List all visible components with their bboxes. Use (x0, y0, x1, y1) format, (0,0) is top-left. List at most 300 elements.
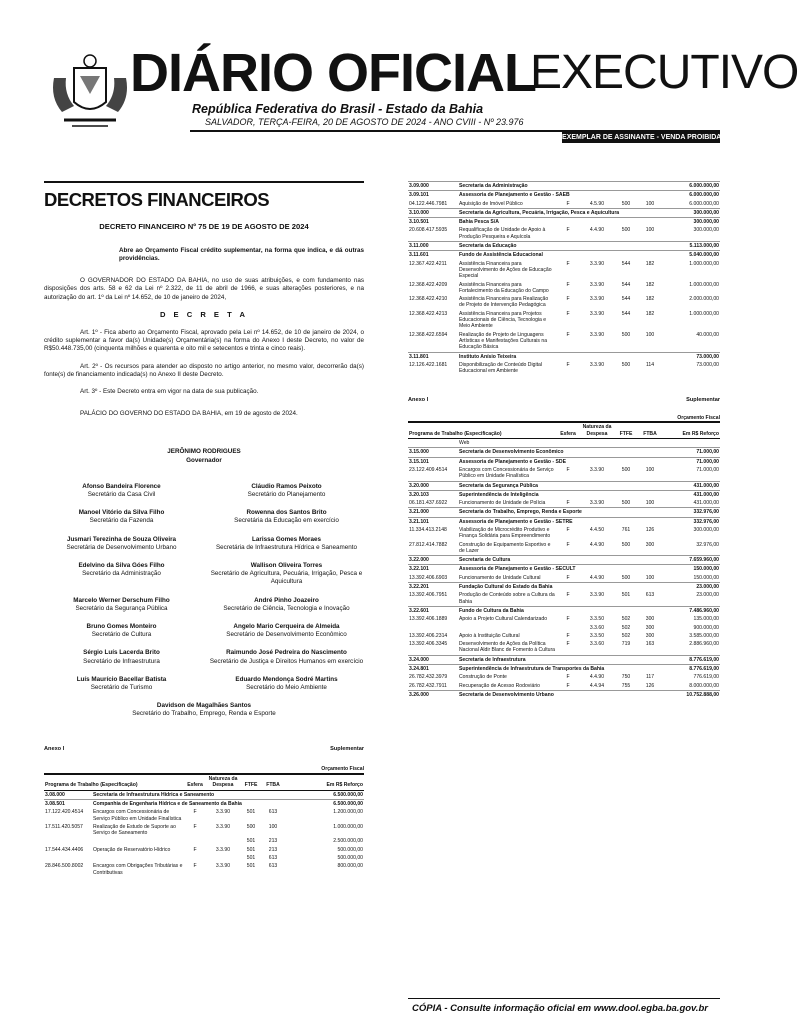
signature-block (209, 623, 364, 639)
cell-code: 12.368.422.4210 (409, 296, 448, 303)
palace-line: PALÁCIO DO GOVERNO DO ESTADO DA BAHIA, em 19 de agosto de 2024. (80, 410, 298, 418)
cell-ftfe: 544 (621, 260, 631, 267)
table-section-row (408, 655, 720, 664)
cell-natureza: 3.3.50 (589, 616, 605, 623)
cell-code: 13.392.406.2314 (409, 632, 448, 639)
cell-ftba: 100 (645, 331, 655, 338)
table-row (408, 640, 720, 655)
table-row (408, 526, 720, 541)
annex-type: Suplementar (330, 745, 364, 752)
cell-esfera: F (566, 260, 570, 267)
section-rule (44, 181, 364, 183)
cell-esfera: F (566, 682, 570, 689)
cell-value: 500.000,00 (337, 854, 363, 861)
signature-block (209, 536, 364, 552)
cell-value: 6.000.000,00 (689, 200, 719, 207)
cell-value: 500.000,00 (337, 846, 363, 853)
subscriber-band: EXEMPLAR DE ASSINANTE - VENDA PROIBIDA (562, 134, 722, 141)
cell-value: 71.000,00 (662, 448, 720, 457)
cell-code: 3.22.601 (408, 606, 458, 615)
cell-value: 431.000,00 (662, 481, 720, 490)
cell-esfera: F (193, 863, 197, 870)
table-row (408, 499, 720, 508)
cell-description (92, 837, 184, 845)
table-section-row (408, 517, 720, 526)
cell-description: Encargos com Concessionária de Serviço Público em Unidade Finalística (93, 809, 182, 822)
decree-title: DECRETO FINANCEIRO Nº 75 DE 19 DE AGOSTO DE 2024 (99, 221, 309, 231)
signature-name: Larissa Gomes Moraes (252, 535, 321, 543)
cell-esfera: F (566, 227, 570, 234)
cell-value: 3.585.000,00 (689, 632, 719, 639)
article-2: Art. 2º - Os recursos para atender ao disposto no artigo anterior, no mesmo valor, decorrerão da(s) fonte(s) de financiamento indicada(s) no Anexo II deste Decreto. (44, 362, 364, 378)
cell-description: Produção de Conteúdo sobre a Cultura da Bahia (459, 592, 555, 605)
annex-budget-header: Orçamento Fiscal (408, 415, 720, 422)
annex-label: Anexo I (44, 745, 65, 752)
cell-description: Superintendência de Infraestrutura de Transportes da Bahia (458, 665, 662, 674)
left-column (44, 181, 364, 877)
signature-block (44, 676, 199, 692)
cell-value: 150.000,00 (662, 565, 720, 574)
signature-name: Rowenna dos Santos Brito (246, 509, 327, 517)
cell-description: Assessoria de Planejamento e Gestão - SAEB (458, 191, 662, 200)
cell-code: 12.368.422.4209 (409, 281, 448, 288)
cell-value: 2.500.000,00 (333, 838, 363, 845)
cell-natureza: 3.3.90 (589, 592, 605, 599)
cell-ftfe: 500 (621, 361, 631, 368)
cell-ftba: 100 (645, 227, 655, 234)
cell-code: 3.24.801 (408, 665, 458, 674)
annex-label: Anexo I (408, 397, 429, 404)
table-section-row (408, 481, 720, 490)
table-row (44, 837, 364, 845)
cell-code (44, 854, 92, 862)
cell-natureza (580, 439, 614, 448)
cell-ftba: 117 (645, 674, 655, 681)
signature-name: Cláudio Ramos Peixoto (251, 482, 322, 490)
cell-code: 3.10.000 (408, 208, 458, 217)
cell-ftfe: 544 (621, 281, 631, 288)
cell-ftfe: 502 (621, 632, 631, 639)
cell-ftfe: 500 (246, 823, 256, 830)
cell-esfera: F (566, 361, 570, 368)
cell-value: 73.000,00 (696, 361, 719, 368)
cell-description: Web (459, 440, 470, 447)
cell-value: 6.000.000,00 (662, 191, 720, 200)
cell-code: 3.22.201 (408, 583, 458, 592)
cell-ftba: 100 (645, 500, 655, 507)
cell-value: 6.000.000,00 (662, 182, 720, 191)
cell-code (408, 439, 458, 448)
cell-description: Assistência Financeira para Desenvolvimento de Ações de Educação Especial (459, 260, 552, 280)
table-row (408, 682, 720, 691)
signature-block (44, 509, 199, 525)
signature-name: Marcelo Werner Derschum Filho (73, 596, 170, 604)
cell-code: 3.09.101 (408, 191, 458, 200)
annex-budget-header: Orçamento Fiscal (44, 765, 364, 774)
cell-esfera (556, 439, 580, 448)
col-esfera: Esfera (184, 775, 206, 791)
cell-ftba: 300 (645, 616, 655, 623)
cell-ftba: 182 (645, 310, 655, 317)
cell-ftba: 126 (645, 682, 655, 689)
cell-ftfe: 500 (621, 466, 631, 473)
newspaper-title: DIÁRIO OFICIAL (130, 43, 536, 103)
table-section-row (408, 490, 720, 499)
cell-code: 3.24.000 (408, 655, 458, 664)
cell-value: 1.000.000,00 (333, 823, 363, 830)
table-section-row (408, 448, 720, 457)
signature-name: Wallison Oliveira Torres (250, 561, 323, 569)
cell-value: 73.000,00 (662, 352, 720, 361)
table-row (44, 862, 364, 877)
cell-code: 13.392.406.1889 (409, 616, 448, 623)
signature-name: Davidson de Magalhães Santos (156, 702, 252, 710)
cell-description: Assessoria de Planejamento e Gestão - SETRE (458, 517, 662, 526)
cell-natureza: 3.3.90 (215, 823, 231, 830)
cell-natureza (206, 837, 240, 845)
cell-value: 6.500.000,00 (284, 799, 364, 808)
cell-ftba: 300 (645, 624, 655, 631)
cell-natureza: 3.3.60 (589, 641, 605, 648)
cell-esfera: F (566, 310, 570, 317)
signature-block (209, 676, 364, 692)
cell-code: 12.368.422.6594 (409, 331, 448, 338)
cell-value: 1.000.000,00 (689, 260, 719, 267)
cell-natureza: 4.4.94 (589, 682, 605, 689)
table-section-row (44, 790, 364, 799)
cell-code: 17.511.420.5057 (45, 823, 83, 830)
cell-description: Operação de Reservatório Hídrico (93, 846, 171, 853)
table-section-row (408, 583, 720, 592)
cell-value: 40.000,00 (696, 331, 719, 338)
cell-code: 3.08.501 (44, 799, 92, 808)
cell-ftfe: 544 (621, 296, 631, 303)
cell-description: Construção de Equipamento Esportivo e de Lazer (459, 541, 551, 554)
table-row (408, 615, 720, 623)
edition-dateline: SALVADOR, TERÇA-FEIRA, 20 DE AGOSTO DE 2024 - ANO CVIII - Nº 23.976 (205, 117, 524, 127)
col-natureza: Natureza da Despesa (206, 775, 240, 791)
cell-esfera: F (566, 281, 570, 288)
signature-block (209, 509, 364, 525)
table-section-row (408, 352, 720, 361)
table-row (408, 331, 720, 352)
cell-ftba: 114 (645, 361, 655, 368)
cell-esfera: F (193, 823, 197, 830)
cell-code: 3.22.000 (408, 556, 458, 565)
cell-value: 431.000,00 (693, 500, 719, 507)
signature-role: Secretária de Infraestrutura Hídrica e Saneamento (215, 543, 358, 551)
cell-code (408, 624, 458, 632)
cell-description: Realização de Estudo de Suporte ao Serviço de Saneamento (93, 823, 176, 837)
cell-natureza: 4.4.90 (589, 574, 605, 581)
table-section-row (408, 208, 720, 217)
cell-code: 3.08.000 (44, 790, 92, 799)
table-row (44, 808, 364, 823)
cell-description: Funcionamento de Unidade Cultural (459, 574, 541, 581)
cell-value: 7.659.960,00 (662, 556, 720, 565)
cell-description: Disponibilização de Conteúdo Digital Educacional em Ambiente (459, 361, 542, 375)
cell-ftfe: 501 (246, 838, 256, 845)
cell-natureza: 4.4.90 (589, 541, 605, 548)
cell-value: 150.000,00 (693, 574, 719, 581)
table-row (408, 281, 720, 296)
cell-ftba: 213 (268, 846, 278, 853)
signature-last (44, 702, 364, 718)
cell-ftfe: 755 (621, 682, 631, 689)
cell-value: 135.000,00 (693, 616, 719, 623)
cell-value: 300.000,00 (662, 208, 720, 217)
cell-ftfe: 500 (621, 331, 631, 338)
cell-description: Assessoria de Planejamento e Gestão - SDE (458, 457, 662, 466)
cell-code: 26.782.432.3979 (409, 674, 448, 681)
cell-ftfe: 500 (621, 200, 631, 207)
cell-natureza: 3.3.60 (589, 624, 605, 631)
cell-description: Assessoria de Planejamento e Gestão - SECULT (458, 565, 662, 574)
signature-role: Secretário de Turismo (90, 684, 153, 691)
cell-ftfe: 761 (621, 526, 631, 533)
cell-ftfe (614, 439, 638, 448)
cell-value: 300.000,00 (662, 218, 720, 227)
signature-role: Secretário de Justiça e Direitos Humanos em exercício (209, 657, 364, 665)
cell-description: Secretaria da Educação (458, 242, 662, 251)
cell-code: 26.782.432.7911 (409, 682, 447, 689)
cell-value (662, 439, 720, 448)
cell-ftfe: 500 (621, 574, 631, 581)
cell-ftfe: 500 (621, 227, 631, 234)
signature-role: Secretário do Trabalho, Emprego, Renda e Esporte (132, 710, 276, 718)
cell-value: 10.752.888,00 (662, 690, 720, 699)
cell-natureza: 3.3.90 (589, 281, 605, 288)
cell-ftba: 100 (268, 823, 278, 830)
cell-esfera: F (566, 200, 570, 207)
annex-type: Suplementar (686, 397, 720, 404)
cell-value: 23.000,00 (662, 583, 720, 592)
cell-value: 900.000,00 (693, 624, 719, 631)
cell-description: Assistência Financeira para Projetos Educacionais de Ciência, Tecnologia e Meio Ambiente (459, 310, 547, 330)
cell-esfera: F (193, 846, 197, 853)
cell-value: 300.000,00 (693, 227, 719, 234)
cell-code: 12.368.422.4213 (409, 310, 448, 317)
decree-ementa: Abre ao Orçamento Fiscal crédito suplementar, na forma que indica, e dá outras providências. (119, 246, 364, 262)
cell-code: 3.15.000 (408, 448, 458, 457)
cell-esfera: F (566, 526, 570, 533)
signature-role: Secretário da Administração (82, 570, 161, 578)
signature-role: Secretária da Educação em exercício (234, 517, 339, 525)
bahia-coat-of-arms-icon (44, 50, 136, 132)
table-row (408, 574, 720, 583)
signature-block (44, 597, 199, 613)
cell-natureza: 3.3.50 (589, 632, 605, 639)
cell-ftfe: 719 (621, 641, 631, 648)
cell-description: Secretaria de Infraestrutura Hídrica e Saneamento (92, 790, 284, 799)
table-section-row (408, 565, 720, 574)
signature-block (44, 536, 199, 552)
cell-description: Secretaria de Cultura (458, 556, 662, 565)
cell-description: Companhia de Engenharia Hídrica e de Saneamento da Bahia (92, 799, 284, 808)
cell-code: 3.11.000 (408, 242, 458, 251)
signature-block (209, 649, 364, 665)
cell-value: 71.000,00 (662, 457, 720, 466)
cell-esfera: F (566, 674, 570, 681)
table-row (408, 541, 720, 556)
cell-esfera: F (193, 809, 197, 816)
signature-block (44, 483, 199, 499)
cell-esfera: F (566, 616, 570, 623)
cell-value: 300.000,00 (693, 526, 719, 533)
cell-code: 12.367.422.4211 (409, 260, 447, 267)
annex-table-right-continued (408, 181, 720, 375)
signature-role: Secretário da Segurança Pública (75, 604, 168, 612)
cell-description: Secretaria da Segurança Pública (458, 481, 662, 490)
cell-ftfe: 501 (246, 854, 256, 861)
table-section-row (408, 665, 720, 674)
cell-code: 12.126.422.1681 (409, 361, 448, 368)
cell-description: Fundação Cultural do Estado da Bahia (458, 583, 662, 592)
cell-esfera: F (566, 500, 570, 507)
table-section-row (408, 690, 720, 699)
cell-description (458, 624, 556, 632)
table-row (408, 673, 720, 681)
cell-description: Realização de Projeto de Linguagens Artísticas e Manifestações Culturais na Educação Básica (459, 331, 548, 351)
cell-esfera: F (566, 296, 570, 303)
cell-value: 776.619,00 (693, 674, 719, 681)
cell-code: 13.392.406.6903 (409, 574, 448, 581)
cell-code: 3.26.000 (408, 690, 458, 699)
cell-code: 11.334.413.2148 (409, 526, 447, 533)
cell-description: Secretaria de Desenvolvimento Econômico (458, 448, 662, 457)
annex-table-right (408, 422, 720, 699)
decreta-heading: D E C R E T A (159, 309, 249, 319)
signatures-grid (44, 483, 364, 692)
decree-preamble: O GOVERNADOR DO ESTADO DA BAHIA, no uso de suas atribuições, e com fundamento nas disposições dos arts. 58 e 62 da Lei nº 2.322, de 11 de abril de 1966, e suas alterações posteriores, e na autorização do art. 1º da Lei nº 14.652, de 10 de janeiro de 2024, (44, 277, 364, 301)
footer-rule (408, 998, 720, 999)
table-row (408, 591, 720, 606)
cell-natureza: 3.3.90 (589, 296, 605, 303)
cell-code: 13.392.406.7951 (409, 592, 448, 599)
annex-table-left (44, 774, 364, 877)
col-esfera: Esfera (556, 423, 580, 439)
cell-code: 3.20.000 (408, 481, 458, 490)
cell-natureza: 3.3.90 (215, 809, 231, 816)
annex-caption-right (408, 397, 720, 403)
cell-natureza: 3.3.90 (215, 863, 231, 870)
cell-value: 5.040.000,00 (662, 251, 720, 260)
table-section-row (44, 799, 364, 808)
signature-name: Edelvino da Silva Góes Filho (78, 561, 165, 569)
cell-description: Apoio à Instituição Cultural (459, 632, 520, 639)
cell-code: 3.11.801 (408, 352, 458, 361)
table-row (408, 624, 720, 632)
table-section-row (408, 191, 720, 200)
cell-value: 8.000.000,00 (689, 682, 719, 689)
cell-ftba: 126 (645, 526, 655, 533)
signature-block (209, 597, 364, 613)
cell-code: 04.122.446.7981 (409, 200, 448, 207)
cell-value: 6.500.000,00 (284, 790, 364, 799)
cell-natureza: 4.4.90 (589, 674, 605, 681)
article-1: Art. 1º - Fica aberto ao Orçamento Fiscal, aprovado pela Lei nº 14.652, de 10 de janeiro de 2024, o crédito suplementar a favor da(s) Unidade(s) Orçamentária(s) na forma do Anexo I deste Decreto, no valor de R$50.448.735,00 (cinquenta milhões e quarenta e oito mil e setecentos e trinta e cinco reais). (44, 328, 364, 353)
signature-role: Secretário do Meio Ambiente (246, 684, 327, 691)
cell-esfera (556, 624, 580, 632)
signature-name: Angelo Mario Cerqueira de Almeida (233, 622, 340, 630)
signature-role: Secretário do Planejamento (247, 490, 326, 498)
cell-esfera: F (566, 574, 570, 581)
cell-natureza: 4.4.90 (589, 227, 605, 234)
table-section-row (408, 606, 720, 615)
signature-name: Luís Maurício Bacellar Batista (76, 675, 167, 683)
cell-code: 06.181.437.6922 (409, 500, 448, 507)
cell-value: 7.486.960,00 (662, 606, 720, 615)
governor-name: JERÔNIMO RODRIGUES (167, 448, 241, 456)
cell-ftba: 613 (268, 863, 278, 870)
cell-natureza: 3.3.90 (589, 331, 605, 338)
cell-code: 20.608.417.5935 (409, 227, 448, 234)
cell-ftfe: 500 (621, 541, 631, 548)
cell-value: 2.886.960,00 (689, 641, 719, 648)
section-title: DECRETOS FINANCEIROS (44, 188, 270, 210)
col-ftba: FTBA (638, 423, 662, 439)
cell-esfera: F (566, 541, 570, 548)
signature-block (209, 483, 364, 499)
cell-code: 23.122.409.4514 (409, 466, 448, 473)
cell-description: Assistência Financeira para Fortalecimento da Educação do Campo (459, 281, 549, 294)
signature-name: Jusmari Terezinha de Souza Oliveira (66, 535, 177, 543)
cell-ftba: 182 (645, 296, 655, 303)
table-row (44, 846, 364, 854)
cell-code: 3.09.000 (408, 182, 458, 191)
signature-block (44, 649, 199, 665)
cell-description: Construção de Ponte (459, 674, 507, 681)
table-row (44, 854, 364, 862)
cell-value: 332.976,00 (662, 508, 720, 517)
cell-value: 2.000.000,00 (689, 296, 719, 303)
signature-block (44, 562, 199, 587)
signature-role: Secretário de Infraestrutura (83, 657, 160, 665)
cell-code: 17.544.434.4406 (45, 846, 84, 853)
signature-role: Secretária de Desenvolvimento Urbano (66, 543, 177, 551)
cell-value: 8.776.619,00 (662, 655, 720, 664)
cell-ftba: 182 (645, 281, 655, 288)
signature-name: Raimundo José Pedreira do Nascimento (226, 649, 347, 657)
cell-ftba: 613 (645, 592, 655, 599)
cell-value: 800.000,00 (337, 863, 363, 870)
signature-name: Sérgio Luís Lacerda Brito (83, 649, 160, 657)
cell-ftba: 300 (645, 632, 655, 639)
cell-ftba: 613 (268, 809, 278, 816)
cell-value: 23.000,00 (696, 592, 719, 599)
cell-description: Assistência Financeira para Realização de Projeto de Intervenção Pedagógica (459, 296, 549, 309)
cell-description: Encargos com Obrigações Tributárias e Contributivas (93, 863, 183, 876)
cell-description: Aquisição de Imóvel Público (459, 200, 523, 207)
cell-ftfe: 502 (621, 616, 631, 623)
signature-role: Secretário de Desenvolvimento Econômico (226, 631, 347, 639)
table-section-row (408, 457, 720, 466)
cell-ftfe: 501 (246, 863, 256, 870)
cell-description: Fundo de Cultura da Bahia (458, 606, 662, 615)
col-ftfe: FTFE (240, 775, 262, 791)
cell-value: 1.200.000,00 (333, 809, 363, 816)
table-row (408, 632, 720, 640)
cell-value: 71.000,00 (696, 466, 719, 473)
cell-code: 3.15.101 (408, 457, 458, 466)
cell-description: Instituto Anísio Teixeira (458, 352, 662, 361)
cell-description: Secretaria da Administração (458, 182, 662, 191)
signature-name: Manoel Vitório da Silva Filho (78, 509, 165, 517)
cell-code: 28.846.500.8002 (45, 863, 84, 870)
cell-value: 32.976,00 (696, 541, 719, 548)
cell-esfera: F (566, 592, 570, 599)
col-reforco: Em R$ Reforço (662, 423, 720, 439)
